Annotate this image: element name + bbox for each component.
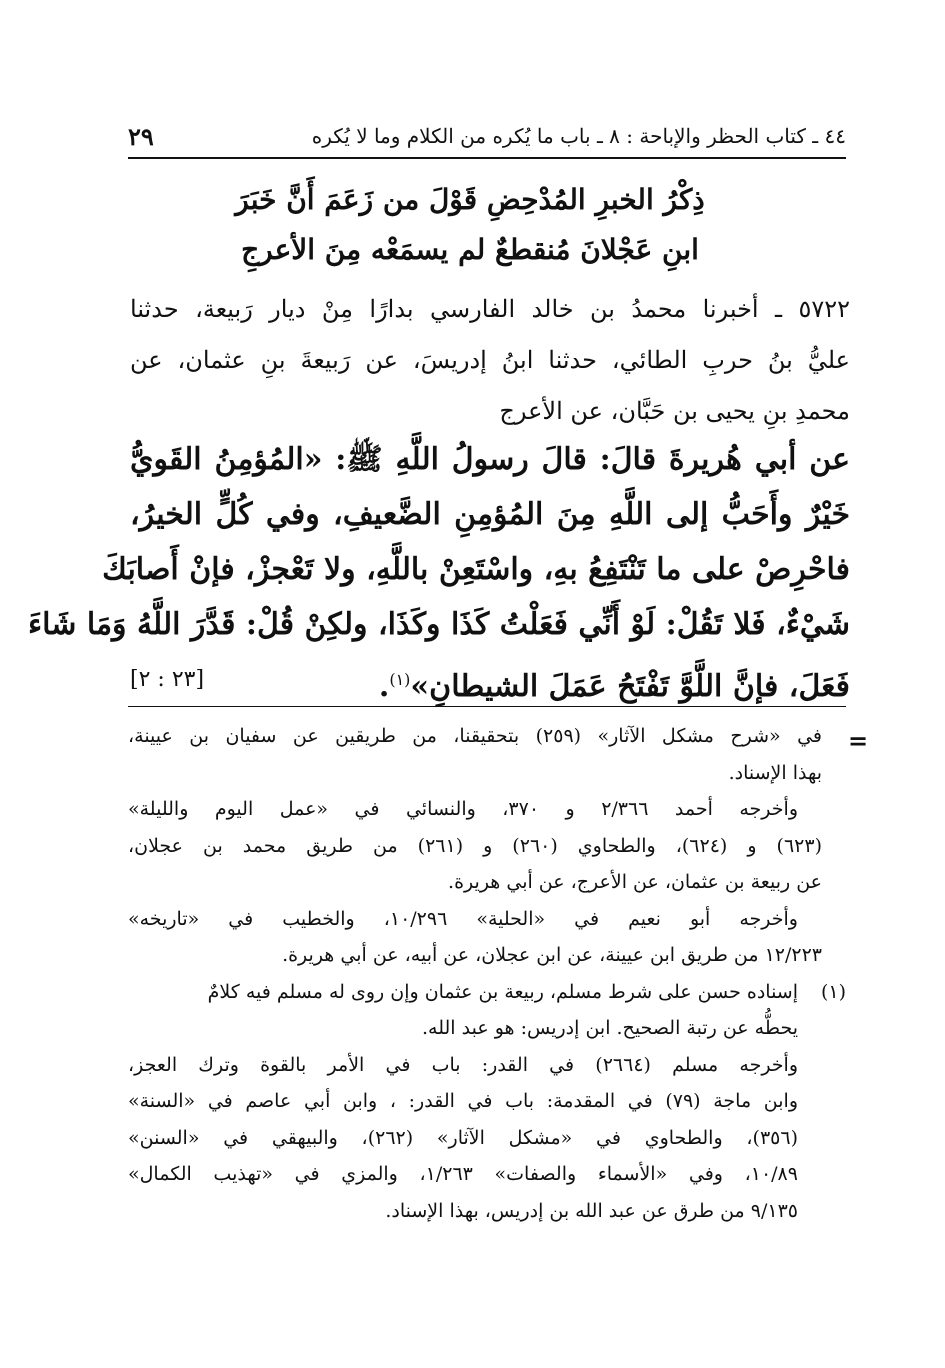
- footnote-marker: (١): [389, 670, 411, 689]
- isnad-line-1: ٥٧٢٢ ـ أخبرنا محمدُ بن خالد الفارسي بدارًا مِنْ ديار رَبيعة، حدثنا: [130, 295, 850, 323]
- footnote-1-first-line: [128, 974, 846, 1011]
- footnotes-block: [128, 718, 846, 1229]
- footnote-line: ١٢/٢٢٣ من طريق ابن عيينة، عن ابن عجلان، عن أبيه، عن أبي هريرة.: [282, 944, 822, 966]
- footnote-line: وأخرجه مسلم (٢٦٦٤) في القدر: باب في الأمر بالقوة وترك العجز،: [128, 1053, 798, 1076]
- page-number: ٢٩: [128, 121, 154, 151]
- hadith-line-4: شَيْءٌ، فَلا تَقُلْ: لَوْ أَنِّي فَعَلْتُ كَذَا وكَذَا، ولكِنْ قُلْ: قَدَّرَ اللَّهُ وَمَا شَاءَ: [27, 607, 850, 642]
- footnote-line: عن ربيعة بن عثمان، عن الأعرج، عن أبي هريرة.: [448, 871, 822, 893]
- footnote-divider: [128, 706, 846, 707]
- section-title-line-2: ابنِ عَجْلانَ مُنقطعٌ لم يسمَعْه مِنَ الأعرجِ: [241, 233, 699, 266]
- footnote-line: يحطُّه عن رتبة الصحيح. ابن إدريس: هو عبد الله.: [422, 1017, 798, 1039]
- footnote-line: بهذا الإسناد.: [728, 761, 822, 784]
- isnad-paragraph: [130, 284, 850, 437]
- footnote-line: إسناده حسن على شرط مسلم، ربيعة بن عثمان وإن روى له مسلم فيه كلامٌ: [207, 980, 798, 1003]
- isnad-line-2: عليُّ بنُ حربِ الطائي، حدثنا ابنُ إدريسَ، عن رَبيعةَ بنِ عثمان، عن: [130, 346, 850, 374]
- footnote-line: ١٠/٨٩، وفي «الأسماء والصفات» ١/٢٦٣، والمزي في «تهذيب الكمال»: [128, 1163, 798, 1185]
- footnote-line: وأخرجه أحمد ٢/٣٦٦ و ٣٧٠، والنسائي في «عمل اليوم والليلة»: [128, 798, 798, 820]
- footnote-line: (٦٢٣) و (٦٢٤)، والطحاوي (٢٦٠) و (٢٦١) من طريق محمد بن عجلان،: [128, 834, 822, 857]
- footnote-line: ٩/١٣٥ من طرق عن عبد الله بن إدريس، بهذا الإسناد.: [385, 1199, 798, 1222]
- section-title-line-1: ذِكْرُ الخبرِ المُدْحِضِ قَوْلَ من زَعَمَ أَنَّ خَبَرَ: [235, 183, 705, 216]
- section-title: [170, 175, 770, 275]
- footnote-number: (١): [820, 980, 846, 1003]
- hadith-reference: [٢٣ : ٢]: [130, 667, 205, 692]
- hadith-line-3: فاحْرِصْ على ما تَنْتَفِعُ بهِ، واسْتَعِنْ باللَّهِ، ولا تَعْجزْ، فإنْ أَصابَكَ: [102, 552, 850, 587]
- hadith-line-5-text: فَعَلَ، فإنَّ اللَّوَّ تَفْتَحُ عَمَلَ الشيطانِ»$^{(١)}$.: [378, 669, 850, 704]
- footnote-line: وأخرجه أبو نعيم في «الحلية» ١٠/٢٩٦، والخطيب في «تاريخه»: [128, 907, 798, 930]
- footnote-line: في «شرح مشكل الآثار» (٢٥٩) بتحقيقنا، من طريقين عن سفيان بن عيينة،: [128, 725, 822, 747]
- footnote-line: (٣٥٦)، والطحاوي في «مشكل الآثار» (٢٦٢)، والبيهقي في «السنن»: [128, 1126, 798, 1149]
- footnote-line: وابن ماجة (٧٩) في المقدمة: باب في القدر: ، وابن أبي عاصم في «السنة»: [128, 1090, 798, 1112]
- hadith-line-5: [130, 652, 850, 714]
- continuation-mark: =: [848, 726, 869, 755]
- header-divider: [128, 157, 846, 159]
- hadith-closing-text: فَعَلَ، فإنَّ اللَّوَّ تَفْتَحُ عَمَلَ الشيطانِ»: [410, 669, 850, 704]
- hadith-text: [27, 432, 850, 714]
- hadith-line-2: خَيْرٌ وأَحَبُّ إلى اللَّهِ مِنَ المُؤمِنِ الضَّعيفِ، وفي كُلٍّ الخيرُ،: [130, 497, 850, 532]
- isnad-line-3: محمدِ بنِ يحيى بن حَبَّان، عن الأعرج: [499, 397, 850, 425]
- page-header: [128, 118, 846, 154]
- hadith-line-1: عن أبي هُريرةَ قالَ: قالَ رسولُ اللَّهِ ﷺ: «المُؤمِنُ القَويُّ: [130, 442, 850, 477]
- running-title: ٤٤ ـ كتاب الحظر والإباحة : ٨ ـ باب ما يُكره من الكلام وما لا يُكره: [311, 124, 846, 148]
